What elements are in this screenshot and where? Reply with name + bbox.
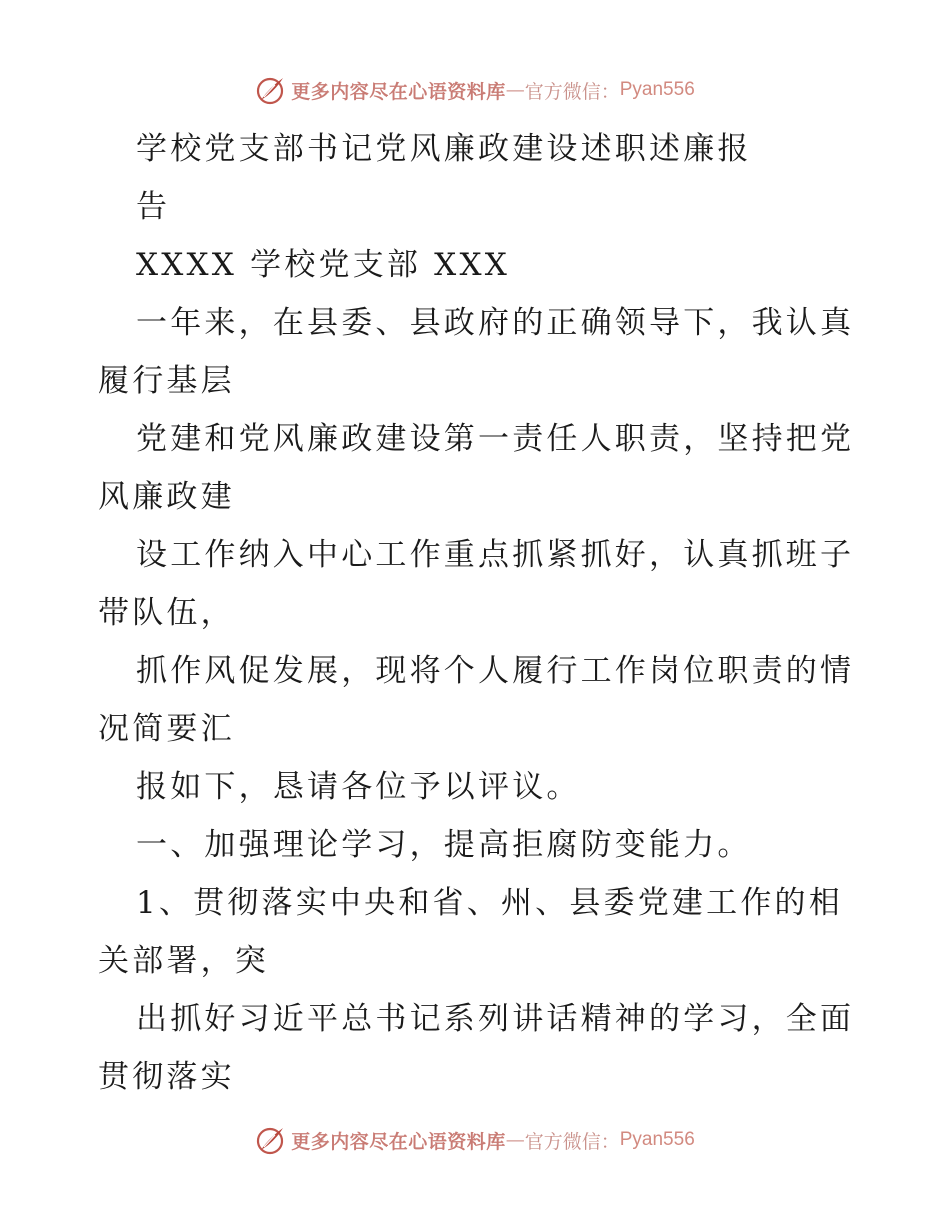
paragraph-line: 关部署，突	[98, 943, 269, 979]
section-heading: 一、加强理论学习，提高拒腐防变能力。	[136, 827, 752, 863]
watermark-wechat-label: 官方微信：	[524, 1130, 620, 1153]
paragraph-line: 1、贯彻落实中央和省、州、县委党建工作的相	[136, 885, 843, 921]
paragraph-line: 报如下，恳请各位予以评议。	[136, 769, 581, 805]
document-author-line: XXXX 学校党支部 XXX	[136, 247, 510, 283]
watermark-header	[0, 70, 950, 110]
paragraph-line: 出抓好习近平总书记系列讲话精神的学习，全面	[136, 1001, 855, 1037]
watermark-wechat-id: Pyan556	[619, 79, 695, 100]
watermark-separator: —	[505, 1129, 525, 1151]
watermark-wechat-label: 官方微信：	[524, 80, 620, 103]
paragraph-line: 党建和党风廉政建设第一责任人职责，坚持把党	[136, 421, 855, 457]
paragraph-line: 带队伍，	[98, 595, 235, 631]
paragraph-line: 设工作纳入中心工作重点抓紧抓好，认真抓班子	[136, 537, 855, 573]
paragraph-line: 贯彻落实	[98, 1059, 235, 1095]
paragraph-line: 风廉政建	[98, 479, 235, 515]
watermark-text: 更多内容尽在心语资料库	[291, 80, 506, 103]
watermark-separator: —	[505, 79, 525, 101]
paragraph-line: 一年来，在县委、县政府的正确领导下，我认真	[136, 305, 855, 341]
watermark-text: 更多内容尽在心语资料库	[291, 1130, 506, 1153]
paragraph-line: 况简要汇	[98, 711, 235, 747]
watermark-wechat-id: Pyan556	[619, 1129, 695, 1150]
paragraph-line: 履行基层	[98, 363, 235, 399]
watermark-footer	[0, 1120, 950, 1160]
quill-pen-logo	[255, 1124, 287, 1156]
paragraph-line: 抓作风促发展，现将个人履行工作岗位职责的情	[136, 653, 855, 689]
document-title-line-1: 学校党支部书记党风廉政建设述职述廉报	[136, 131, 752, 167]
document-title-line-2: 告	[136, 189, 171, 225]
quill-pen-logo	[255, 74, 287, 106]
